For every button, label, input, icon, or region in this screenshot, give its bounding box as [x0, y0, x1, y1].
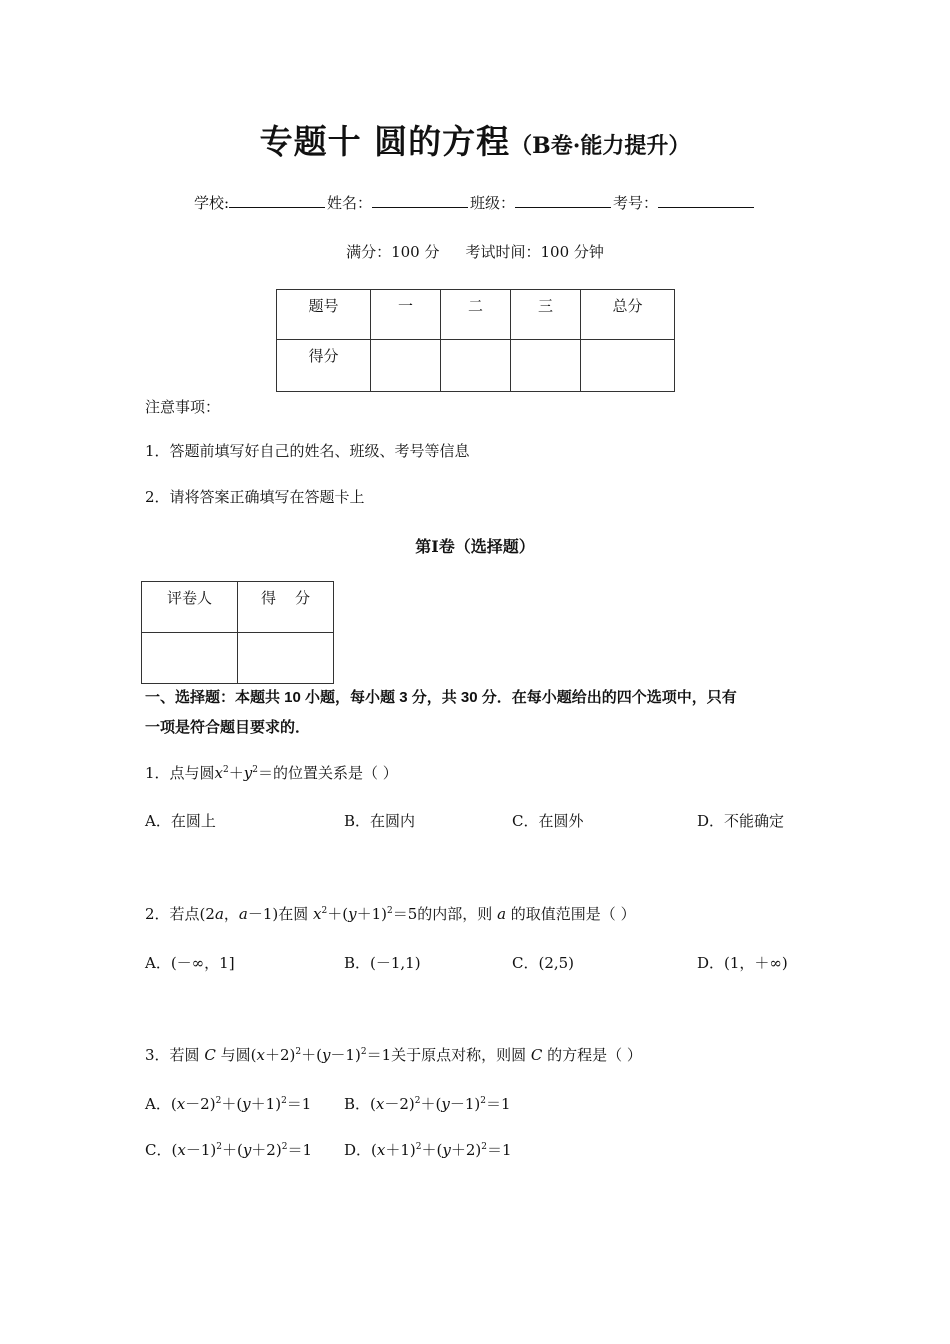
- q2-stem-suffix: ＝5的内部，则: [392, 905, 493, 923]
- q1-option-d[interactable]: D．不能确定: [697, 812, 785, 830]
- q2-option-b[interactable]: B．(－1,1): [344, 954, 421, 972]
- q1-stem-prefix: 1．点与圆: [145, 764, 215, 782]
- full-score: 满分：100 分: [346, 243, 440, 261]
- name-label: 姓名：: [327, 194, 373, 212]
- q2-option-d[interactable]: D．(1，＋∞): [697, 954, 788, 972]
- q3-option-b-label: B．: [344, 1095, 371, 1113]
- section-title: 第Ⅰ卷（选择题）: [415, 537, 535, 556]
- q3-stem-end: 的方程是（ ）: [547, 1046, 642, 1064]
- q2-option-a[interactable]: A．(－∞，1]: [145, 954, 235, 972]
- page-title: [0, 116, 950, 163]
- notes-heading: 注意事项：: [145, 398, 221, 416]
- q3-stem-mid2: ＝1关于原点对称，则圆: [366, 1046, 527, 1064]
- q1-option-a[interactable]: A．在圆上: [145, 812, 216, 830]
- score-table-header: 题号: [277, 290, 371, 340]
- exam-time: 考试时间：100 分钟: [465, 243, 604, 261]
- score-cell[interactable]: [581, 340, 675, 392]
- q3-option-c-label: C．: [145, 1141, 172, 1159]
- q1-option-c[interactable]: C．在圆外: [512, 812, 584, 830]
- grader-cell[interactable]: [142, 633, 238, 684]
- q3-option-c[interactable]: C．$(x-1)^2+(y+2)^2=1$: [145, 1141, 312, 1159]
- q1-option-b[interactable]: B．在圆内: [344, 812, 416, 830]
- score-cell[interactable]: [441, 340, 511, 392]
- question-3-stem: 3．若圆 C 与圆$(x+2)^2+(y-1)^2=1$关于原点对称，则圆 C 的方程是（ ）: [145, 1046, 642, 1064]
- q3-option-b[interactable]: B．$(x-2)^2+(y-1)^2=1$: [344, 1095, 511, 1113]
- score-table-header: 总分: [581, 290, 675, 340]
- score-table-header: 三: [511, 290, 581, 340]
- q1-stem-suffix: ＝的位置关系是（ ）: [257, 764, 398, 782]
- number-label: 考号：: [613, 194, 659, 212]
- section-intro-line1: 一、选择题：本题共 10 小题，每小题 3 分，共 30 分．在每小题给出的四个选项中，只有: [145, 689, 737, 706]
- score-table-header: 二: [441, 290, 511, 340]
- q3-option-a-label: A．: [145, 1095, 171, 1113]
- class-label: 班级：: [470, 194, 516, 212]
- number-blank[interactable]: [658, 193, 754, 208]
- q3-option-d[interactable]: D．$(x+1)^2+(y+2)^2=1$: [344, 1141, 512, 1159]
- score-time-line: [0, 241, 950, 262]
- score-table: [276, 289, 675, 392]
- note-item: 2．请将答案正确填写在答题卡上: [145, 488, 365, 506]
- note-item: 1．答题前填写好自己的姓名、班级、考号等信息: [145, 442, 470, 460]
- title-sub: （B卷·能力提升）: [510, 133, 691, 159]
- q3-stem-mid: 与圆: [220, 1046, 251, 1064]
- score-row-label: 得分: [277, 340, 371, 392]
- school-blank[interactable]: [229, 193, 325, 208]
- q3-option-d-label: D．: [344, 1141, 372, 1159]
- section-intro-line2: 一项是符合题目要求的．: [145, 719, 311, 736]
- question-2-stem: 2．若点(2a，a－1)在圆 $x^2+(y+1)^2=5$的内部，则 a 的取值范围是（ ）: [145, 905, 636, 923]
- name-blank[interactable]: [372, 193, 468, 208]
- grader-header: 评卷人: [142, 582, 238, 633]
- grader-cell[interactable]: [238, 633, 334, 684]
- title-main: 专题十 圆的方程: [259, 122, 511, 161]
- q3-stem-prefix: 3．若圆: [145, 1046, 200, 1064]
- q2-option-c[interactable]: C．(2,5): [512, 954, 575, 972]
- school-label: 学校:: [193, 194, 229, 212]
- class-blank[interactable]: [515, 193, 611, 208]
- q2-stem-end: 的取值范围是（ ）: [510, 905, 636, 923]
- grader-header: 得 分: [238, 582, 334, 633]
- grader-table: [141, 581, 334, 684]
- score-cell[interactable]: [371, 340, 441, 392]
- score-cell[interactable]: [511, 340, 581, 392]
- q2-stem-prefix: 2．若点(2: [145, 905, 215, 923]
- q3-option-a[interactable]: A．$(x-2)^2+(y+1)^2=1$: [145, 1095, 312, 1113]
- student-info-line: [0, 192, 950, 213]
- question-1-stem: 1．点与圆$x^2+y^2=$的位置关系是（ ）: [145, 764, 398, 782]
- score-table-header: 一: [371, 290, 441, 340]
